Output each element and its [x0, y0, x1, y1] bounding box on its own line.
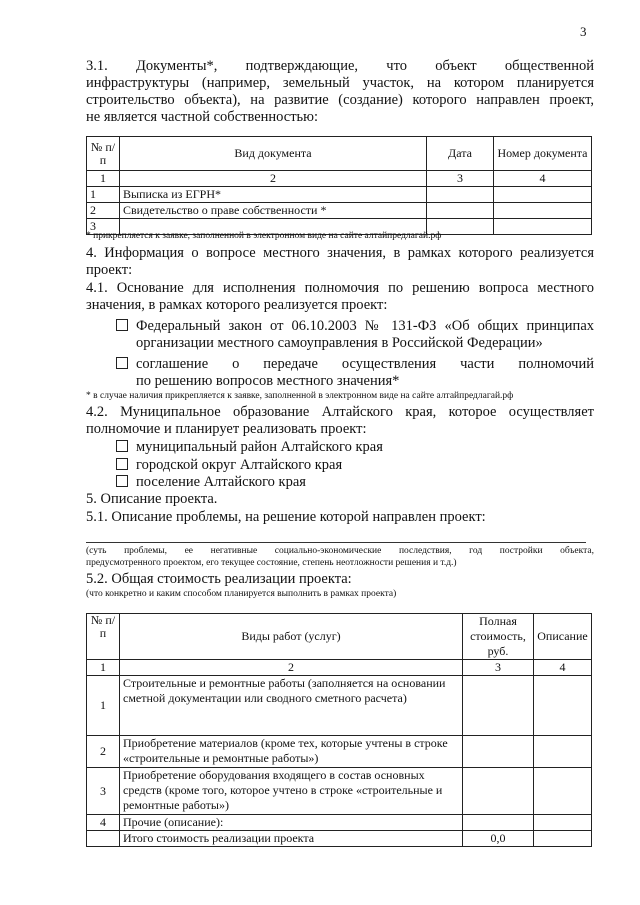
row-work: Прочие (описание): — [120, 815, 463, 831]
table-row — [87, 187, 592, 203]
col-header-num: № п/п — [87, 614, 120, 660]
text-line: 3.1. Документы*, подтверждающие, что объект общественной — [86, 58, 594, 74]
row-desc[interactable] — [534, 768, 592, 815]
col-header-num: № п/п — [87, 137, 120, 171]
row-num: 3 — [87, 219, 120, 235]
checkbox-icon[interactable] — [116, 319, 128, 331]
text-line: проект: — [86, 262, 133, 278]
hint-5-2: (что конкретно и каким способом планируется выполнить в рамках проекта) — [86, 589, 397, 599]
text-line: значения, в рамках которого реализуется проект: — [86, 297, 388, 313]
column-number-row — [87, 660, 592, 676]
col-header-cost: Полная стоимость, руб. — [463, 614, 534, 660]
hint-5-1 — [86, 545, 594, 569]
row-desc[interactable] — [534, 736, 592, 768]
col-header-doc-type: Вид документа — [120, 137, 427, 171]
text-line: не является частной собственностью: — [86, 109, 319, 125]
table-row — [87, 768, 592, 815]
row-cost[interactable] — [463, 676, 534, 736]
option-label: соглашение о передаче осуществления части полномочий — [136, 356, 594, 372]
section-4-2-text — [86, 404, 594, 438]
text-line: строительство объекта), на развитие (создание) которого направлен проект, — [86, 92, 594, 108]
row-cost[interactable] — [463, 815, 534, 831]
col-num: 3 — [463, 660, 534, 676]
text-line: (суть проблемы, ее негативные социально-экономические последствия, год постройки объекта, — [86, 546, 594, 556]
col-num: 1 — [87, 660, 120, 676]
col-num: 2 — [120, 660, 463, 676]
total-row — [87, 831, 592, 847]
row-work: Приобретение материалов (кроме тех, которые учтены в строке «строительные и ремонтные работы») — [120, 736, 463, 768]
row-work: Приобретение оборудования входящего в состав основных средств (кроме того, которое учтено в строке «строительные и ремонтные работы») — [120, 768, 463, 815]
table-row — [87, 676, 592, 736]
total-num-cell — [87, 831, 120, 847]
section-5-2-title: 5.2. Общая стоимость реализации проекта: — [86, 571, 352, 587]
table-row — [87, 736, 592, 768]
row-num: 4 — [87, 815, 120, 831]
row-work: Строительные и ремонтные работы (заполняется на основании сметной документации или сводного сметного расчета) — [120, 676, 463, 736]
text-line: 4.1. Основание для исполнения полномочия по решению вопроса местного — [86, 280, 594, 296]
checkbox-icon[interactable] — [116, 357, 128, 369]
column-number-row — [87, 171, 592, 187]
text-line: полномочие и планирует реализовать проект: — [86, 421, 367, 437]
row-num: 3 — [87, 768, 120, 815]
col-num: 3 — [427, 171, 494, 187]
option-label: поселение Алтайского края — [136, 474, 306, 490]
table-header-row — [87, 137, 592, 171]
col-header-description: Описание — [534, 614, 592, 660]
option-agreement[interactable] — [116, 356, 594, 390]
option-label: Федеральный закон от 06.10.2003 № 131-ФЗ «Об общих принципах — [136, 318, 594, 334]
col-header-doc-number: Номер документа — [494, 137, 592, 171]
row-desc[interactable] — [534, 676, 592, 736]
row-doc[interactable]: Выписка из ЕГРН* — [120, 187, 427, 203]
row-cost[interactable] — [463, 736, 534, 768]
total-label: Итого стоимость реализации проекта — [120, 831, 463, 847]
col-num: 1 — [87, 171, 120, 187]
col-num: 2 — [120, 171, 427, 187]
row-num: 1 — [87, 187, 120, 203]
footnote-2: * в случае наличия прикрепляется к заявке, заполненной в электронном виде на сайте алтайпредлагай.рф — [86, 391, 514, 401]
footnote-1: * прикрепляется к заявке, заполненной в электронном виде на сайте алтайпредлагай.рф — [86, 231, 442, 241]
option-settlement[interactable] — [116, 474, 306, 491]
text-line: 4.2. Муниципальное образование Алтайского края, которое осуществляет — [86, 404, 594, 420]
section-5-title: 5. Описание проекта. — [86, 491, 218, 507]
table-row — [87, 203, 592, 219]
section-3-1-text — [86, 58, 594, 126]
option-federal-law[interactable] — [116, 318, 594, 352]
checkbox-icon[interactable] — [116, 458, 128, 470]
row-desc[interactable] — [534, 815, 592, 831]
table-row — [87, 815, 592, 831]
option-label: городской округ Алтайского края — [136, 457, 343, 473]
col-header-date: Дата — [427, 137, 494, 171]
col-num: 4 — [494, 171, 592, 187]
row-num: 2 — [87, 736, 120, 768]
row-num: 1 — [87, 676, 120, 736]
checkbox-icon[interactable] — [116, 475, 128, 487]
section-5-1-title: 5.1. Описание проблемы, на решение которой направлен проект: — [86, 509, 486, 525]
text-line: 4. Информация о вопросе местного значения, в рамках которого реализуется — [86, 245, 594, 261]
col-header-works: Виды работ (услуг) — [120, 614, 463, 660]
row-date[interactable] — [427, 187, 494, 203]
total-value: 0,0 — [463, 831, 534, 847]
row-number[interactable] — [494, 187, 592, 203]
option-label: муниципальный район Алтайского края — [136, 439, 383, 455]
documents-table — [86, 136, 592, 235]
option-municipal-district[interactable] — [116, 439, 383, 456]
checkbox-icon[interactable] — [116, 440, 128, 452]
row-date[interactable] — [427, 203, 494, 219]
row-doc[interactable]: Свидетельство о праве собственности * — [120, 203, 427, 219]
option-label: организации местного самоуправления в Российской Федерации» — [136, 335, 543, 351]
option-label: по решению вопросов местного значения* — [136, 373, 400, 389]
row-number[interactable] — [494, 203, 592, 219]
text-line: инфраструктуры (например, земельный участок, на котором планируется — [86, 75, 594, 91]
row-cost[interactable] — [463, 768, 534, 815]
option-city-district[interactable] — [116, 457, 342, 474]
answer-line[interactable] — [86, 542, 586, 543]
table-header-row — [87, 614, 592, 660]
total-desc[interactable] — [534, 831, 592, 847]
page-number: 3 — [580, 24, 587, 39]
section-4-text — [86, 245, 594, 279]
row-num: 2 — [87, 203, 120, 219]
text-line: предусмотренного проектом, его текущее состояние, степень неотложности решения и т.д.) — [86, 558, 457, 568]
section-4-1-text — [86, 280, 594, 314]
col-num: 4 — [534, 660, 592, 676]
cost-table — [86, 613, 592, 847]
